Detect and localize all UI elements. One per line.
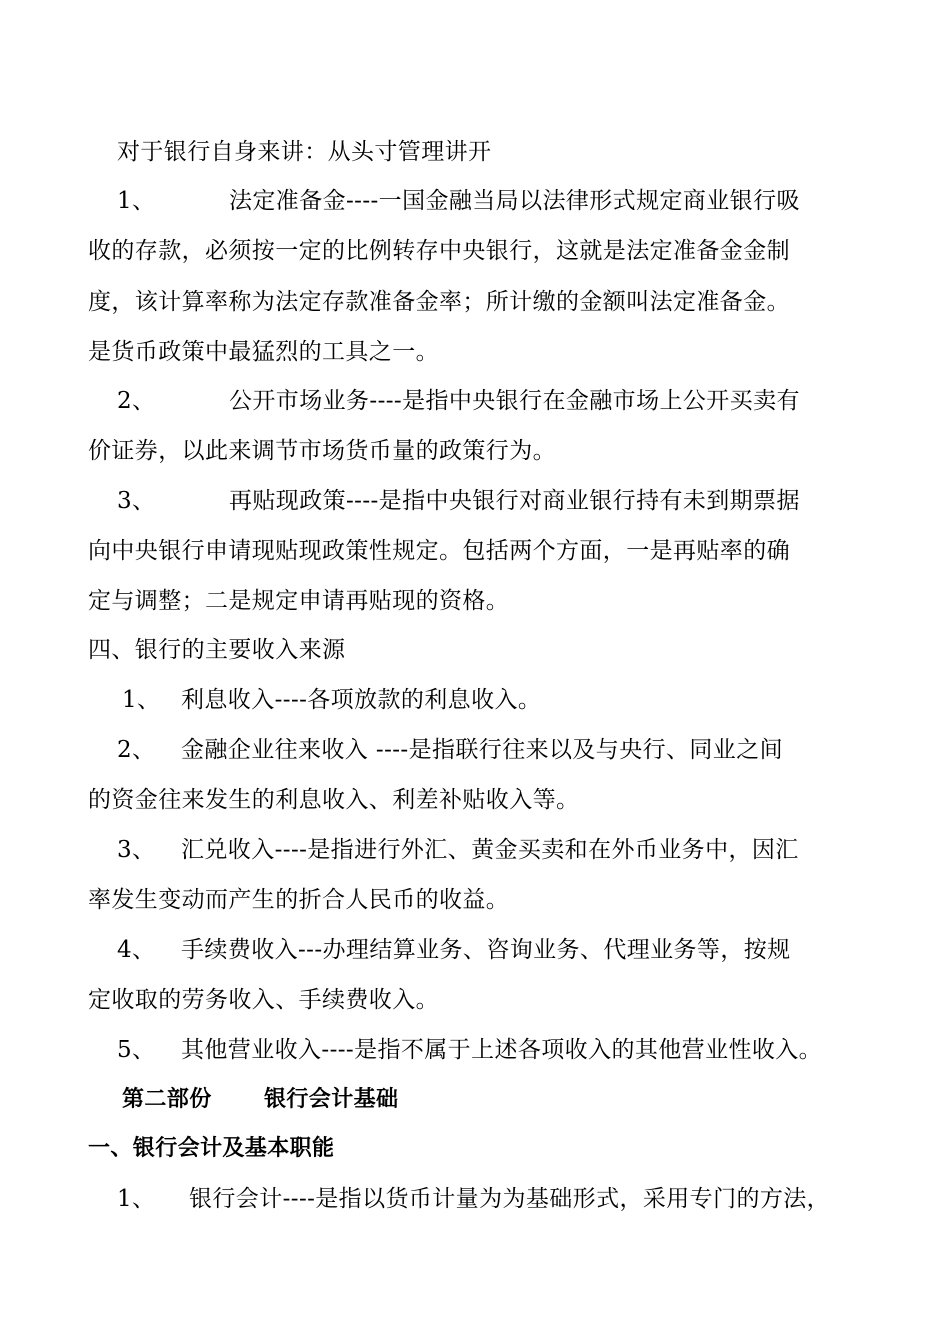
tool-1-continuation: 度，该计算率称为法定存款准备金率；所计缴的金额叫法定准备金。	[88, 289, 790, 315]
list-text: 法定准备金----一国金融当局以法律形式规定商业银行吸	[229, 188, 800, 214]
tool-3-continuation: 向中央银行申请现贴现政策性规定。包括两个方面，一是再贴率的确	[88, 538, 790, 564]
section-heading: 四、银行的主要收入来源	[88, 637, 346, 663]
income-3-first-line	[117, 835, 799, 865]
part-heading	[122, 1085, 398, 1115]
list-text: 公开市场业务----是指中央银行在金融市场上公开买卖有	[229, 388, 800, 414]
list-number: 2、	[117, 737, 156, 763]
income-5-line	[117, 1035, 822, 1065]
income-4-continuation: 定收取的劳务收入、手续费收入。	[88, 987, 439, 1013]
list-number: 1、	[117, 1186, 156, 1212]
list-number: 3、	[117, 837, 156, 863]
intro-line: 对于银行自身来讲：从头寸管理讲开	[117, 139, 492, 165]
accounting-first-line	[117, 1184, 830, 1214]
list-number: 1、	[117, 188, 156, 214]
list-text: 银行会计----是指以货币计量为为基础形式，采用专门的方法，	[189, 1186, 831, 1212]
list-text: 金融企业往来收入 ----是指联行往来以及与央行、同业之间	[181, 737, 783, 763]
tool-1-continuation: 是货币政策中最猛烈的工具之一。	[88, 339, 439, 365]
list-text: 利息收入----各项放款的利息收入。	[181, 687, 542, 713]
section-heading-bold: 一、银行会计及基本职能	[88, 1136, 335, 1161]
tool-1-continuation: 收的存款，必须按一定的比例转存中央银行，这就是法定准备金金制	[88, 238, 790, 264]
tool-3-continuation: 定与调整；二是规定申请再贴现的资格。	[88, 588, 510, 614]
list-number: 5、	[117, 1037, 156, 1063]
list-text: 其他营业收入----是指不属于上述各项收入的其他营业性收入。	[181, 1037, 823, 1063]
income-2-continuation: 的资金往来发生的利息收入、利差补贴收入等。	[88, 787, 580, 813]
list-number: 3、	[117, 488, 156, 514]
part-title: 银行会计基础	[264, 1087, 399, 1112]
income-4-first-line	[117, 935, 791, 965]
income-1-line	[122, 685, 541, 715]
income-2-first-line	[117, 735, 783, 765]
list-text: 再贴现政策----是指中央银行对商业银行持有未到期票据	[229, 488, 800, 514]
list-text: 手续费收入---办理结算业务、咨询业务、代理业务等，按规	[181, 937, 791, 963]
list-number: 2、	[117, 388, 156, 414]
list-text: 汇兑收入----是指进行外汇、黄金买卖和在外币业务中，因汇	[181, 837, 799, 863]
part-label: 第二部份	[122, 1087, 212, 1112]
tool-2-continuation: 价证券，以此来调节市场货币量的政策行为。	[88, 438, 556, 464]
list-number: 4、	[117, 937, 156, 963]
tool-3-first-line	[117, 486, 800, 516]
list-number: 1、	[122, 687, 161, 713]
tool-2-first-line	[117, 386, 800, 416]
income-3-continuation: 率发生变动而产生的折合人民币的收益。	[88, 887, 510, 913]
tool-1-first-line	[117, 186, 800, 216]
